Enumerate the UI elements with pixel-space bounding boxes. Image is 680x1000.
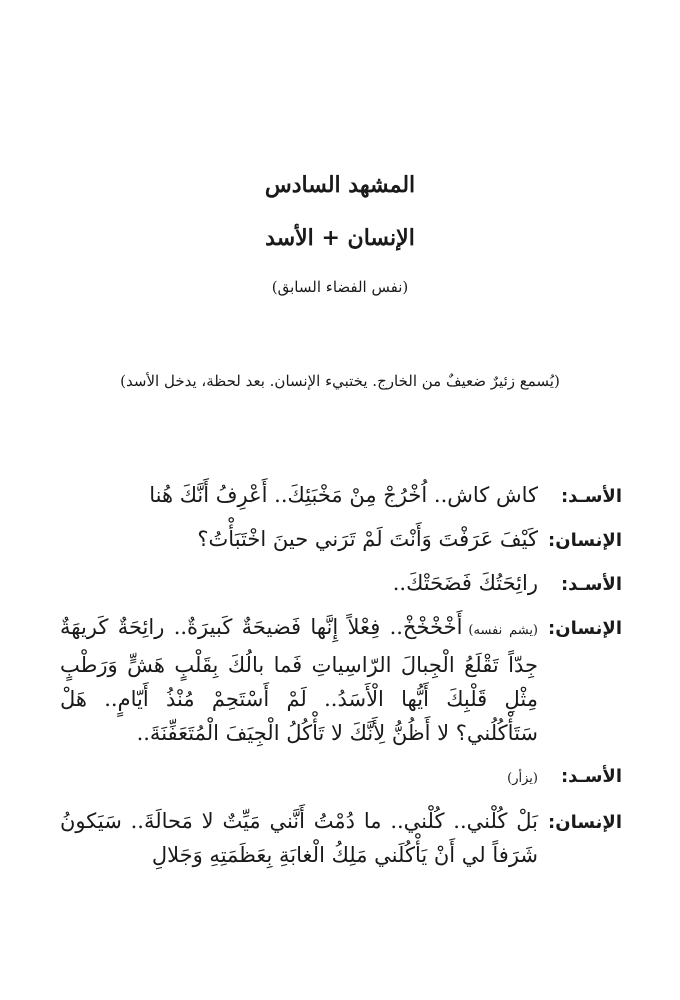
- dialogue-block: [60, 478, 622, 880]
- speaker-name: الإنسان:: [548, 530, 622, 551]
- dialogue-text: كَيْفَ عَرَفْتَ وَأَنْتَ لَمْ تَرَني حينَ اخْتَبَأْتُ؟: [197, 527, 538, 551]
- dialogue-line: [60, 522, 622, 558]
- speaker-name: الإنسان:: [548, 618, 622, 639]
- dialogue-text: [60, 758, 538, 796]
- dialogue-line: [60, 478, 622, 514]
- dialogue-text: رائِحَتُكَ فَضَحَتْكَ..: [392, 571, 538, 595]
- dialogue-line: [60, 566, 622, 602]
- dialogue-line: [60, 804, 622, 872]
- dialogue-line: [60, 758, 622, 796]
- dialogue-text: بَلْ كُلْني.. كُلْني.. ما دُمْتُ أَنَّني مَيِّتٌ لا مَحالَةَ.. سَيَكونُ شَرَفاً لي أَنْ يَأْكُلَني مَلِكُ الْغابَةِ بِعَظَمَتِهِ وَجَلالِ: [60, 809, 538, 867]
- dialogue-text: [60, 610, 538, 750]
- stage-direction: (يُسمع زئيرٌ ضعيفٌ من الخارج. يختبيء الإنسان. بعد لحظة، يدخل الأسد): [120, 372, 560, 390]
- dialogue-text: كاش كاش.. اُخْرُجْ مِنْ مَخْبَئِكَ.. أَعْرِفُ أَنَّكَ هُنا: [149, 483, 538, 507]
- scene-characters: الإنسان + الأسد: [265, 225, 415, 251]
- speaker-name: الأسـد:: [560, 486, 622, 507]
- speaker-name: الأسـد:: [560, 574, 622, 595]
- scene-title: المشهد السادس: [264, 172, 416, 198]
- speaker-name: الإنسان:: [548, 812, 622, 833]
- stage-aside: (يشم نفسه): [468, 623, 539, 638]
- speaker-name: الأسـد:: [560, 766, 622, 787]
- stage-aside: (يزأر): [507, 771, 538, 786]
- dialogue-text-body: أَخْخْخْخْ.. فِعْلاً إِنَّها فَضيحَةٌ كَبيرَةٌ.. رائِحَةٌ كَريهَةٌ جِدّاً تَقْلَعُ الْجِبالَ الرّاسِياتِ فَما بالُكَ بِقَلْبٍ هَشٍّ وَرَطْبٍ مِثْلِ قَلْبِكَ أَيُّها الْأَسَدُ.. لَمْ أَسْتَحِمْ مُنْذُ أَيّامٍ.. هَلْ سَتَأْكُلُني؟ لا أَظُنُّ لِأَنَّكَ لا تَأْكُلُ الْجِيَفَ الْمُتَعَفِّنَةَ..: [60, 615, 538, 745]
- dialogue-line: [60, 610, 622, 750]
- scene-setting: (نفس الفضاء السابق): [271, 278, 409, 296]
